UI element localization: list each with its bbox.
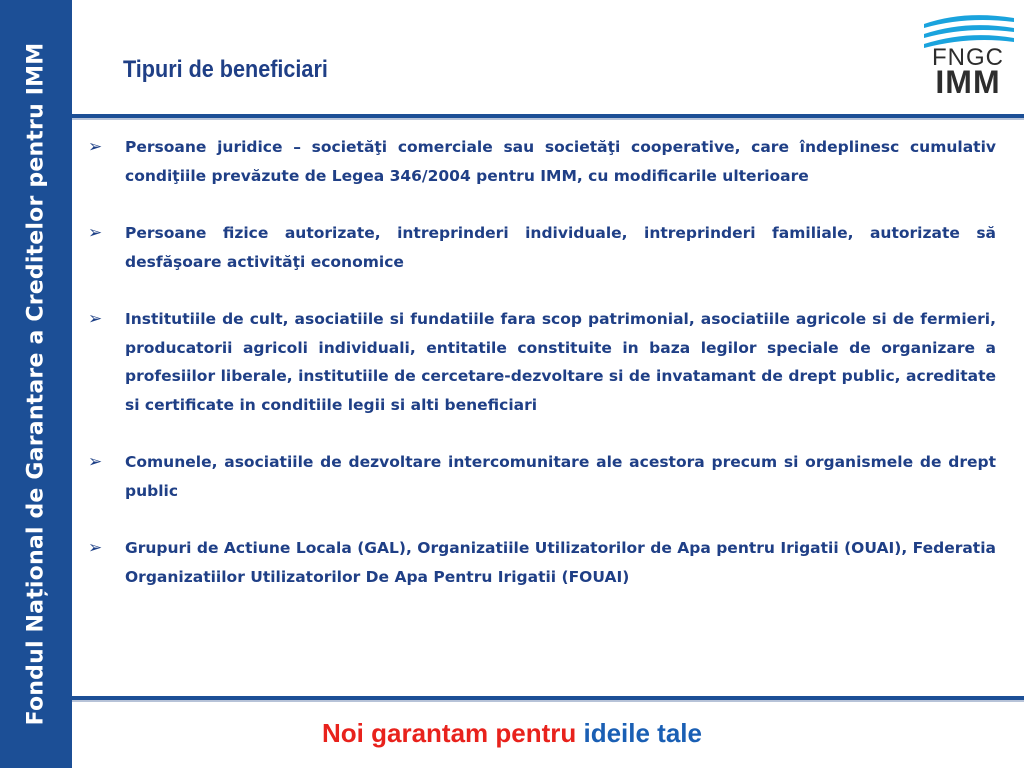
- logo-text-fngc: FNGC: [932, 44, 1004, 71]
- list-item-text: Grupuri de Actiune Locala (GAL), Organizatiile Utilizatorilor de Apa pentru Irigatii (OUAI), Federatia Organizatiilor Utilizatorilor De Apa Pentru Irigatii (FOUAI): [125, 539, 996, 586]
- fngc-logo: [918, 8, 1018, 100]
- wave-icon: [920, 8, 1016, 48]
- arrow-bullet-icon: ➢: [88, 452, 103, 471]
- logo-text-imm: IMM: [935, 64, 1001, 100]
- slogan-part-2: ideile tale: [583, 718, 702, 748]
- footer-divider-shadow: [72, 700, 1024, 702]
- list-item: [88, 534, 996, 591]
- list-item-text: Institutiile de cult, asociatiile si fundatiile fara scop patrimonial, asociatiile agricole si de fermieri, producatorii agricoli individuali, entitatile constituite in baza legilor speciale de organizare a profesiilor liberale, institutiile de cercetare-dezvoltare si de invatamant de drept public, acreditate si certificate in conditiile legii si alti beneficiari: [125, 310, 996, 414]
- header-divider-shadow: [72, 118, 1024, 120]
- sidebar-text: Fondul Național de Garantare a Creditelor pentru IMM: [23, 42, 49, 726]
- list-item: [88, 305, 996, 419]
- list-item-text: Persoane fizice autorizate, intreprinderi individuale, intreprinderi familiale, autorizate să desfăşoare activităţi economice: [125, 224, 996, 271]
- list-item-text: Persoane juridice – societăţi comerciale sau societăţi cooperative, care îndeplinesc cumulativ condiţiile prevăzute de Legea 346/2004 pentru IMM, cu modificarile ulterioare: [125, 138, 996, 185]
- list-item: [88, 219, 996, 276]
- list-item: [88, 133, 996, 190]
- footer-slogan: [72, 718, 952, 749]
- page-title: Tipuri de beneficiari: [123, 56, 328, 83]
- beneficiary-list: [88, 133, 996, 620]
- arrow-bullet-icon: ➢: [88, 137, 103, 156]
- arrow-bullet-icon: ➢: [88, 309, 103, 328]
- slogan-part-1: Noi garantam pentru: [322, 718, 584, 748]
- sidebar-banner: [0, 0, 72, 768]
- arrow-bullet-icon: ➢: [88, 223, 103, 242]
- arrow-bullet-icon: ➢: [88, 538, 103, 557]
- list-item-text: Comunele, asociatiile de dezvoltare intercomunitare ale acestora precum si organismele de drept public: [125, 453, 996, 500]
- list-item: [88, 448, 996, 505]
